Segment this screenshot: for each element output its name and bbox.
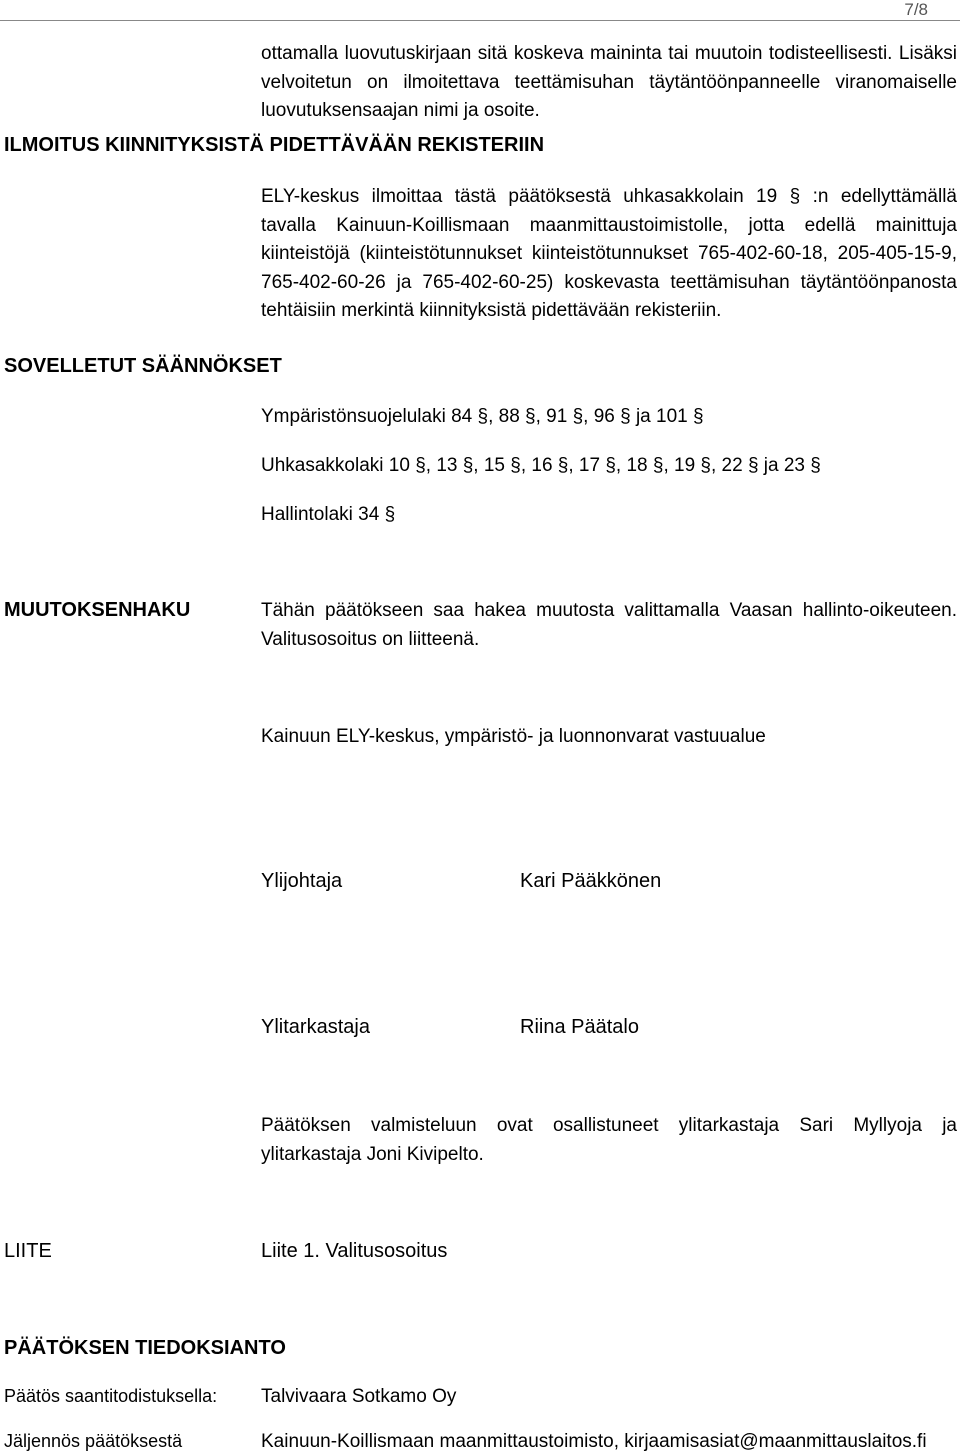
muutoksenhaku-heading: MUUTOKSENHAKU bbox=[4, 599, 191, 621]
intro-paragraph: ottamalla luovutuskirjaan sitä koskeva maininta tai muutoin todisteellisesti. Lisäksi velvoitetun on ilmoitettava teettämisuhan täytäntöönpanneelle viranomaiselle luovutuksensaajan nimi ja osoite. bbox=[261, 43, 957, 121]
signature-title: Ylitarkastaja bbox=[261, 1016, 370, 1038]
signature-name: Kari Pääkkönen bbox=[520, 870, 662, 892]
signature-name: Riina Päätalo bbox=[520, 1016, 639, 1038]
tiedoksianto-heading: PÄÄTÖKSEN TIEDOKSIANTO bbox=[4, 1337, 286, 1359]
liite-heading: LIITE bbox=[4, 1240, 52, 1262]
muutoksenhaku-paragraph: Tähän päätökseen saa hakea muutosta valittamalla Vaasan hallinto-oikeuteen. Valitusosoitus on liitteenä. bbox=[261, 600, 957, 650]
law-item: Uhkasakkolaki 10 §, 13 §, 15 §, 16 §, 17 §, 18 §, 19 §, 22 § ja 23 § bbox=[261, 455, 821, 476]
law-item: Hallintolaki 34 § bbox=[261, 504, 396, 525]
header-rule bbox=[0, 20, 960, 21]
law-item: Ympäristönsuojelulaki 84 §, 88 §, 91 §, 96 § ja 101 § bbox=[261, 406, 704, 427]
liite-item: Liite 1. Valitusosoitus bbox=[261, 1240, 448, 1262]
kirjaus-heading: ILMOITUS KIINNITYKSISTÄ PIDETTÄVÄÄN REKISTERIIN bbox=[4, 134, 545, 156]
page-number: 7/8 bbox=[904, 0, 928, 19]
issuer-line: Kainuun ELY-keskus, ympäristö- ja luonnonvarat vastuualue bbox=[261, 726, 766, 747]
tiedoksianto-value: Kainuun-Koillismaan maanmittaustoimisto, kirjaamisasiat@maanmittauslaitos.fi bbox=[261, 1431, 927, 1452]
tiedoksianto-label: Päätös saantitodistuksella: bbox=[4, 1386, 218, 1406]
saannokset-heading: SOVELLETUT SÄÄNNÖKSET bbox=[4, 355, 282, 377]
tiedoksianto-label: Jäljennös päätöksestä bbox=[4, 1431, 183, 1451]
signature-title: Ylijohtaja bbox=[261, 870, 343, 892]
preparers-paragraph: Päätöksen valmisteluun ovat osallistuneet ylitarkastaja Sari Myllyoja ja ylitarkastaja Joni Kivipelto. bbox=[261, 1115, 957, 1165]
tiedoksianto-value: Talvivaara Sotkamo Oy bbox=[261, 1386, 457, 1407]
kirjaus-paragraph: ELY-keskus ilmoittaa tästä päätöksestä uhkasakkolain 19 § :n edellyttämällä tavalla Kainuun-Koillismaan maanmittaustoimistolle, jotta edellä mainittuja kiinteistöjä (kiinteistötunnukset kiinteistötunnukset 765-402-60-18, 205-405-15-9, 765-402-60-26 ja 765-402-60-25) koskevasta teettämisuhan täytäntöönpanosta tehtäisiin merkintä kiinnityksistä pidettävään rekisteriin. bbox=[261, 186, 957, 321]
